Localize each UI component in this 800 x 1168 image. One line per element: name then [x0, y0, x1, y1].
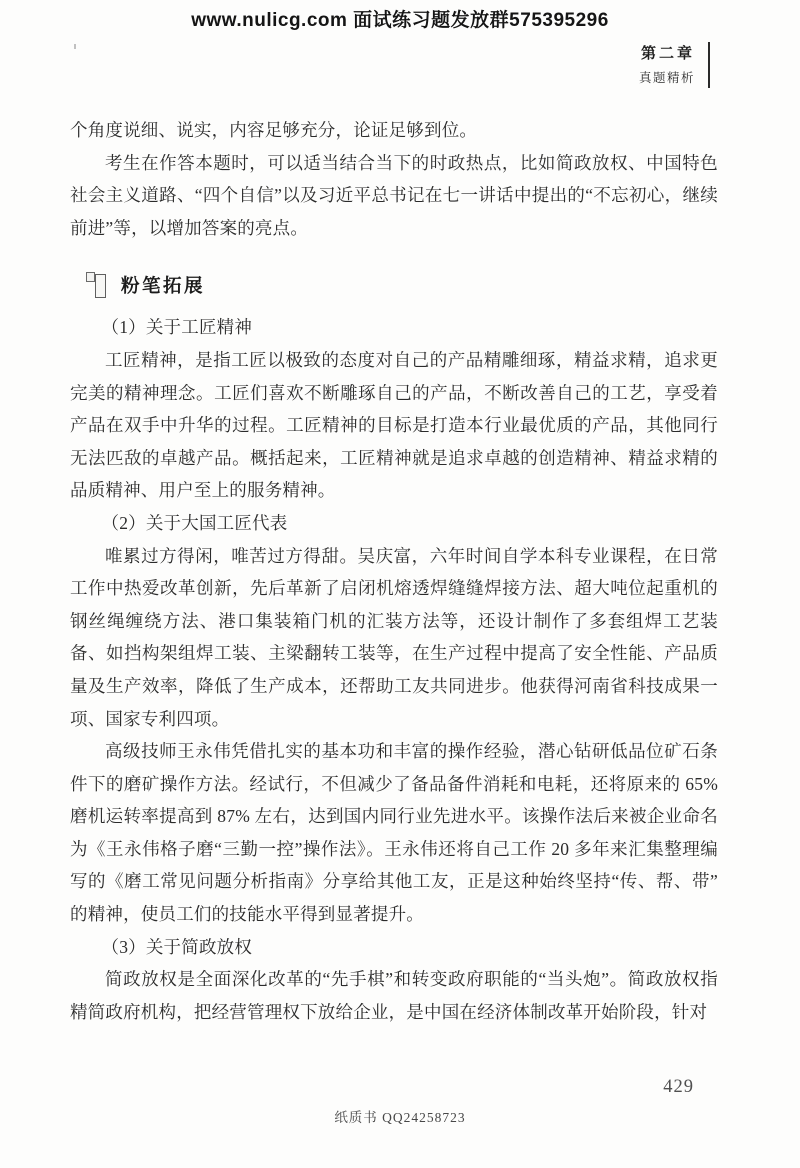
chapter-marker	[639, 42, 710, 88]
chapter-subtitle: 真题精析	[638, 71, 695, 85]
paragraph-streamline-administration: 简政放权是全面深化改革的“先手棋”和转变政府职能的“当头炮”。简政放权指精简政府机构，把经营管理权下放给企业，是中国在经济体制改革开始阶段，针对	[70, 969, 718, 1022]
paragraph-wang-yongwei: 高级技师王永伟凭借扎实的基本功和丰富的操作经验，潜心钻研低品位矿石条件下的磨矿操作方法。经试行，不但减少了备品备件消耗和电耗，还将原来的 65% 磨机运转率提高到 87% 左右，达到国内同行业先进水平。该操作法后来被企业命名为《王永伟格子磨“三勤一控”操作法》。王永伟还将自己工作 20 多年来汇集整理编写的《磨工常见问题分析指南》分享给其他工友，正是这种始终坚持“传、帮、带”的精神，使员工们的技能水平得到显著提升。	[70, 741, 718, 925]
scan-artifact	[74, 44, 76, 49]
page-number: 429	[663, 1077, 694, 1097]
paragraph-craftsman-spirit: 工匠精神，是指工匠以极致的态度对自己的产品精雕细琢，精益求精，追求更完美的精神理念。工匠们喜欢不断雕琢自己的产品，不断改善自己的工艺，享受着产品在双手中升华的过程。工匠精神的目标是打造本行业最优质的产品，其他同行无法匹敌的卓越产品。概括起来，工匠精神就是追求卓越的创造精神、精益求精的品质精神、用户至上的服务精神。	[70, 349, 718, 501]
intro-paragraph-advice: 考生在作答本题时，可以适当结合当下的时政热点，比如简政放权、中国特色社会主义道路、“四个自信”以及习近平总书记在七一讲话中提出的“不忘初心，继续前进”等，以增加答案的亮点。	[70, 152, 718, 238]
paragraph-wu-qingfu: 唯累过方得闲，唯苦过方得甜。吴庆富，六年时间自学本科专业课程，在日常工作中热爱改革创新，先后革新了启闭机熔透焊缝缝焊接方法、超大吨位起重机的钢丝绳缠绕方法、港口集装箱门机的汇装方法等，还设计制作了多套组焊工艺装备、如挡构架组焊工装、主梁翻转工装等，在生产过程中提高了安全性能、产品质量及生产效率，降低了生产成本，还帮助工友共同进步。他获得河南省科技成果一项、国家专利四项。	[70, 545, 718, 729]
subheading-craftsman-spirit: （1）关于工匠精神	[101, 317, 253, 338]
subheading-craftsman-representatives: （2）关于大国工匠代表	[101, 512, 288, 533]
page-content	[70, 114, 718, 1028]
section-title: 粉笔拓展	[121, 275, 206, 297]
intro-paragraph-continuation: 个角度说细、说实，内容足够充分，论证足够到位。	[70, 120, 478, 140]
subheading-streamline-administration: （3）关于简政放权	[101, 936, 253, 957]
chapter-title: 第二章	[640, 45, 695, 62]
fenbi-blocks-icon	[86, 271, 108, 299]
footer-watermark-text: 纸质书 QQ24258723	[334, 1110, 466, 1125]
section-header	[86, 269, 718, 301]
site-watermark-text: www.nulicg.com 面试练习题发放群575395296	[191, 10, 609, 31]
